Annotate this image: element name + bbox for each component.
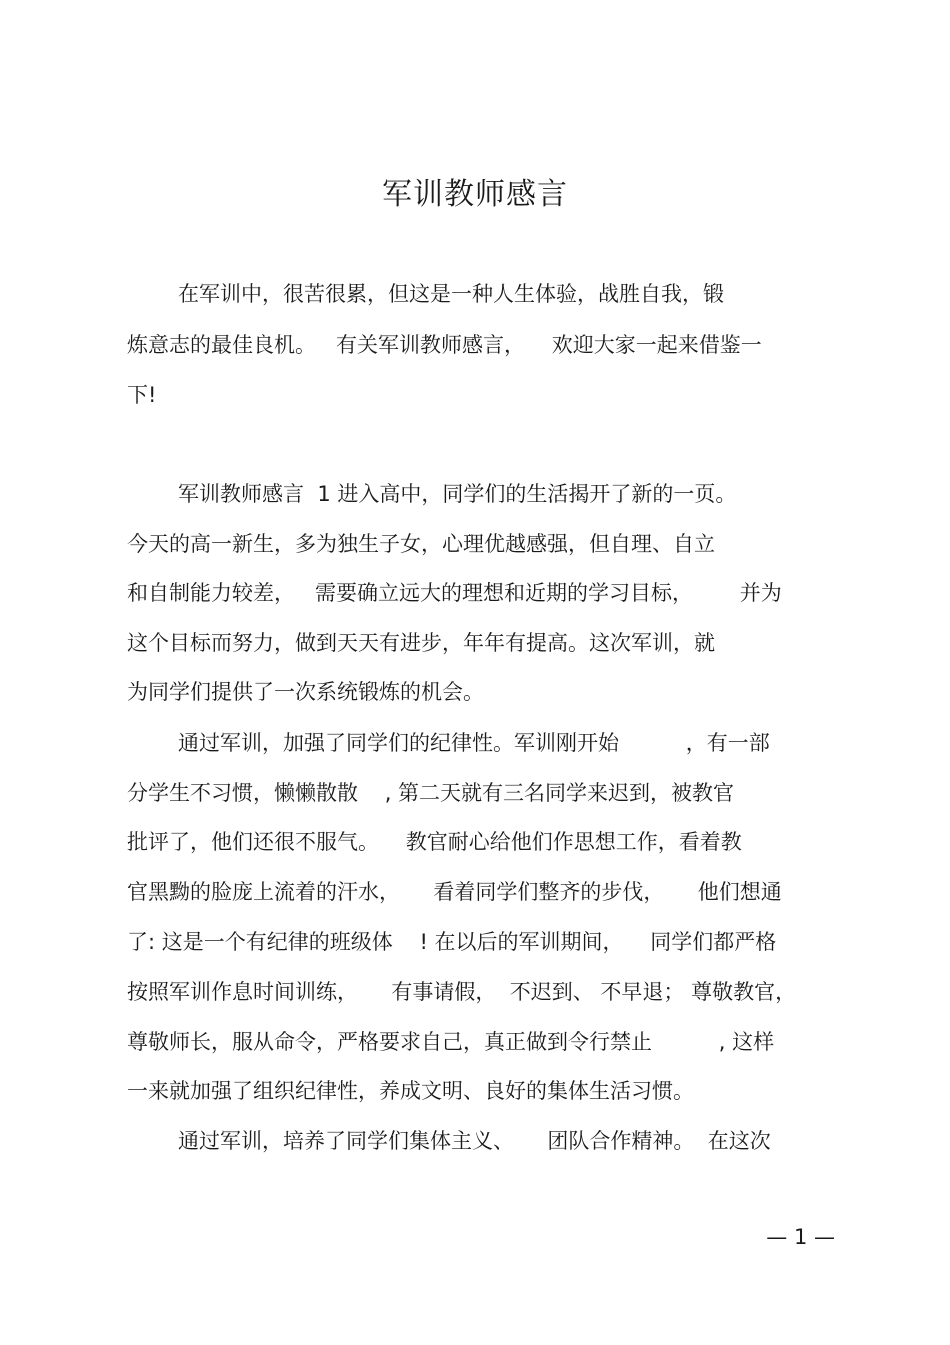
body-line-3: 下! bbox=[127, 383, 157, 407]
body-line-15: 尊敬师长，服从命令，严格要求自己，真正做到令行禁止 , 这样 bbox=[127, 1030, 775, 1054]
body-line-11: 批评了，他们还很不服气。 教官耐心给他们作思想工作，看着教 bbox=[127, 830, 742, 854]
body-line-7: 这个目标而努力，做到天天有进步，年年有提高。这次军训，就 bbox=[127, 631, 715, 655]
body-line-1: 在军训中，很苦很累，但这是一种人生体验，战胜自我，锻 bbox=[178, 282, 724, 306]
body-line-14: 按照军训作息时间训练， 有事请假， 不迟到、 不早退； 尊敬教官， bbox=[127, 980, 797, 1004]
body-line-9: 通过军训，加强了同学们的纪律性。军训刚开始 ，有一部 bbox=[178, 731, 770, 755]
body-line-5: 今天的高一新生，多为独生子女，心理优越感强，但自理、自立 bbox=[127, 532, 715, 556]
document-title: 军训教师感言 bbox=[382, 177, 568, 212]
body-line-4: 军训教师感言 1 进入高中，同学们的生活揭开了新的一页。 bbox=[178, 482, 737, 506]
body-line-17: 通过军训，培养了同学们集体主义、 团队合作精神。 在这次 bbox=[178, 1129, 771, 1153]
body-line-12: 官黑黝的脸庞上流着的汗水， 看着同学们整齐的步伐， 他们想通 bbox=[127, 880, 782, 904]
body-line-10: 分学生不习惯，懒懒散散 , 第二天就有三名同学来迟到，被教官 bbox=[127, 781, 735, 805]
body-line-8: 为同学们提供了一次系统锻炼的机会。 bbox=[127, 680, 484, 704]
body-line-2: 炼意志的最佳良机。 有关军训教师感言， 欢迎大家一起来借鉴一 bbox=[127, 333, 762, 357]
body-line-6: 和自制能力较差， 需要确立远大的理想和近期的学习目标， 并为 bbox=[127, 581, 782, 605]
page-number: — 1 — bbox=[766, 1225, 835, 1249]
body-line-13: 了: 这是一个有纪律的班级体 ! 在以后的军训期间， 同学们都严格 bbox=[127, 930, 777, 954]
body-line-16: 一来就加强了组织纪律性，养成文明、良好的集体生活习惯。 bbox=[127, 1079, 694, 1103]
